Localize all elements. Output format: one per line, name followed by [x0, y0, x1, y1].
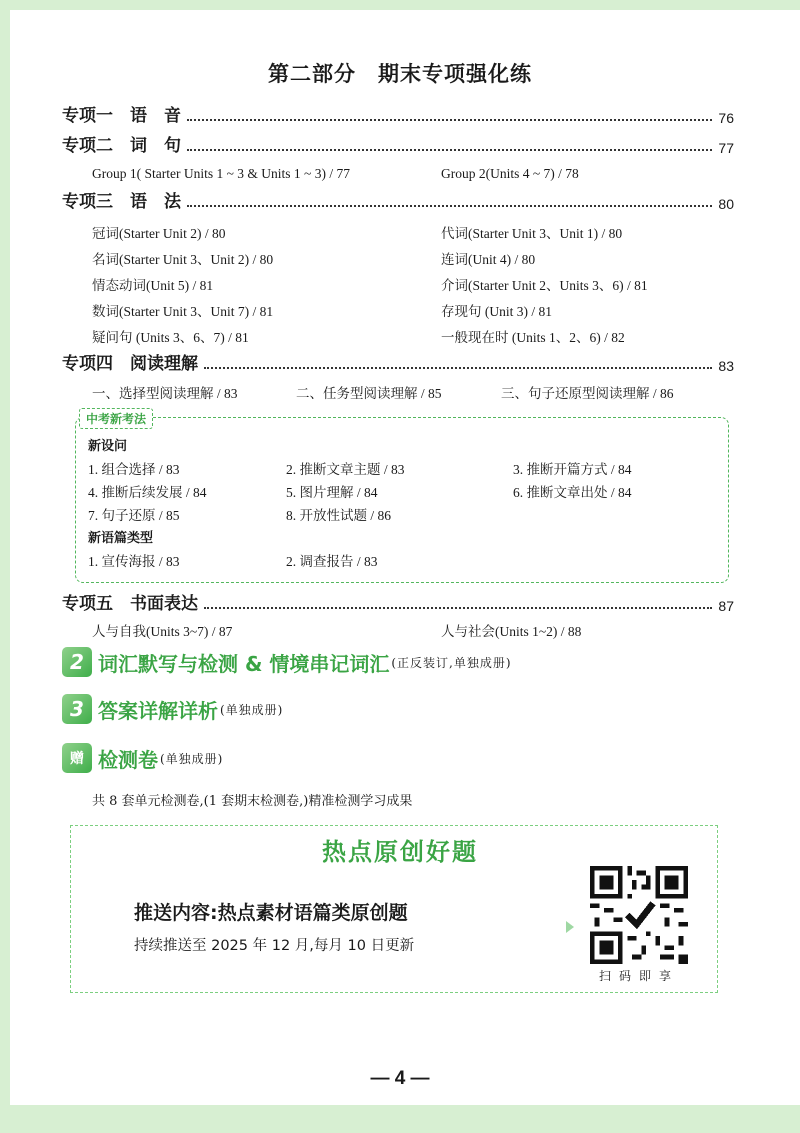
booklet-note: (单独成册): [160, 751, 224, 766]
toc-item[interactable]: 名词(Starter Unit 3、Unit 2) / 80: [92, 252, 274, 267]
section-name: 专项五 书面表达: [62, 594, 198, 614]
toc-section-2[interactable]: [62, 134, 734, 156]
toc-item[interactable]: 2. 调查报告 / 83: [286, 554, 378, 569]
toc-item[interactable]: 存现句 (Unit 3) / 81: [441, 304, 552, 319]
toc-item[interactable]: 冠词(Starter Unit 2) / 80: [92, 226, 226, 241]
toc-item[interactable]: 4. 推断后续发展 / 84: [88, 485, 207, 500]
toc-section-3[interactable]: [62, 190, 734, 212]
leader-dots: [204, 606, 712, 609]
page-title: 第二部分 期末专项强化练: [268, 61, 532, 86]
booklet-title: 答案详解详析: [98, 698, 218, 723]
subhead-new-text-types: 新语篇类型: [88, 531, 154, 546]
leader-dots: [187, 204, 712, 207]
toc-item[interactable]: 1. 宣传海报 / 83: [88, 554, 180, 569]
gift-badge: 赠: [62, 743, 92, 773]
new-format-tag: 中考新考法: [79, 408, 153, 429]
subhead-new-questions: 新设问: [88, 439, 128, 454]
leader-dots: [204, 366, 712, 369]
booklet-answers: [62, 694, 283, 724]
toc-item[interactable]: 8. 开放性试题 / 86: [286, 508, 392, 523]
booklet-tests: [62, 743, 223, 773]
toc-item[interactable]: 二、任务型阅读理解 / 85: [296, 386, 442, 401]
section-page: 77: [718, 140, 734, 156]
toc-section-1[interactable]: [62, 104, 734, 126]
qr-code[interactable]: [590, 866, 688, 964]
section-name: 专项二 词 句: [62, 136, 181, 156]
number-badge: 2: [62, 647, 92, 677]
test-note: 共 8 套单元检测卷,(1 套期末检测卷,)精准检测学习成果: [92, 794, 413, 809]
booklet-vocabulary: [62, 647, 512, 677]
toc-item[interactable]: Group 2(Units 4 ~ 7) / 78: [441, 166, 579, 181]
section-page: 76: [718, 110, 734, 126]
toc-item[interactable]: 连词(Unit 4) / 80: [441, 252, 536, 267]
section-name: 专项一 语 音: [62, 106, 181, 126]
toc-item[interactable]: 情态动词(Unit 5) / 81: [92, 278, 214, 293]
promo-schedule: 持续推送至 2025 年 12 月,每月 10 日更新: [134, 938, 415, 954]
booklet-title: 检测卷: [98, 747, 158, 772]
section-page: 83: [718, 358, 734, 374]
arrow-icon: [566, 921, 574, 933]
toc-item[interactable]: 5. 图片理解 / 84: [286, 485, 378, 500]
qr-caption: 扫码即享: [598, 969, 679, 983]
page-frame-bottom: [0, 1105, 800, 1133]
toc-item[interactable]: 一、选择型阅读理解 / 83: [92, 386, 238, 401]
toc-item[interactable]: 人与社会(Units 1~2) / 88: [441, 624, 582, 639]
toc-item[interactable]: 3. 推断开篇方式 / 84: [513, 462, 632, 477]
toc-item[interactable]: Group 1( Starter Units 1 ~ 3 & Units 1 ~ 3) / 77: [92, 166, 350, 181]
section-name: 专项四 阅读理解: [62, 354, 198, 374]
toc-section-5[interactable]: [62, 592, 734, 614]
toc-item[interactable]: 介词(Starter Unit 2、Units 3、6) / 81: [441, 278, 648, 293]
toc-item[interactable]: 1. 组合选择 / 83: [88, 462, 180, 477]
page-frame-left: [0, 0, 10, 1133]
leader-dots: [187, 118, 712, 121]
promo-title: 热点原创好题: [322, 838, 478, 866]
page-number: — 4 —: [370, 1068, 430, 1089]
section-page: 80: [718, 196, 734, 212]
promo-content: 推送内容:热点素材语篇类原创题: [134, 902, 408, 924]
page-frame-top: [0, 0, 800, 10]
booklet-note: (单独成册): [220, 702, 284, 717]
toc-item[interactable]: 数词(Starter Unit 3、Unit 7) / 81: [92, 304, 274, 319]
number-badge: 3: [62, 694, 92, 724]
booklet-title: 词汇默写与检测 & 情境串记词汇: [98, 651, 390, 676]
leader-dots: [187, 148, 712, 151]
toc-section-4[interactable]: [62, 352, 734, 374]
toc-item[interactable]: 一般现在时 (Units 1、2、6) / 82: [441, 330, 625, 345]
toc-item[interactable]: 疑问句 (Units 3、6、7) / 81: [92, 330, 249, 345]
section-page: 87: [718, 598, 734, 614]
booklet-note: (正反装订,单独成册): [391, 655, 512, 670]
toc-item[interactable]: 2. 推断文章主题 / 83: [286, 462, 405, 477]
toc-item[interactable]: 三、句子还原型阅读理解 / 86: [501, 386, 674, 401]
toc-item[interactable]: 7. 句子还原 / 85: [88, 508, 180, 523]
section-name: 专项三 语 法: [62, 192, 181, 212]
toc-item[interactable]: 人与自我(Units 3~7) / 87: [92, 624, 233, 639]
toc-item[interactable]: 代词(Starter Unit 3、Unit 1) / 80: [441, 226, 623, 241]
toc-item[interactable]: 6. 推断文章出处 / 84: [513, 485, 632, 500]
